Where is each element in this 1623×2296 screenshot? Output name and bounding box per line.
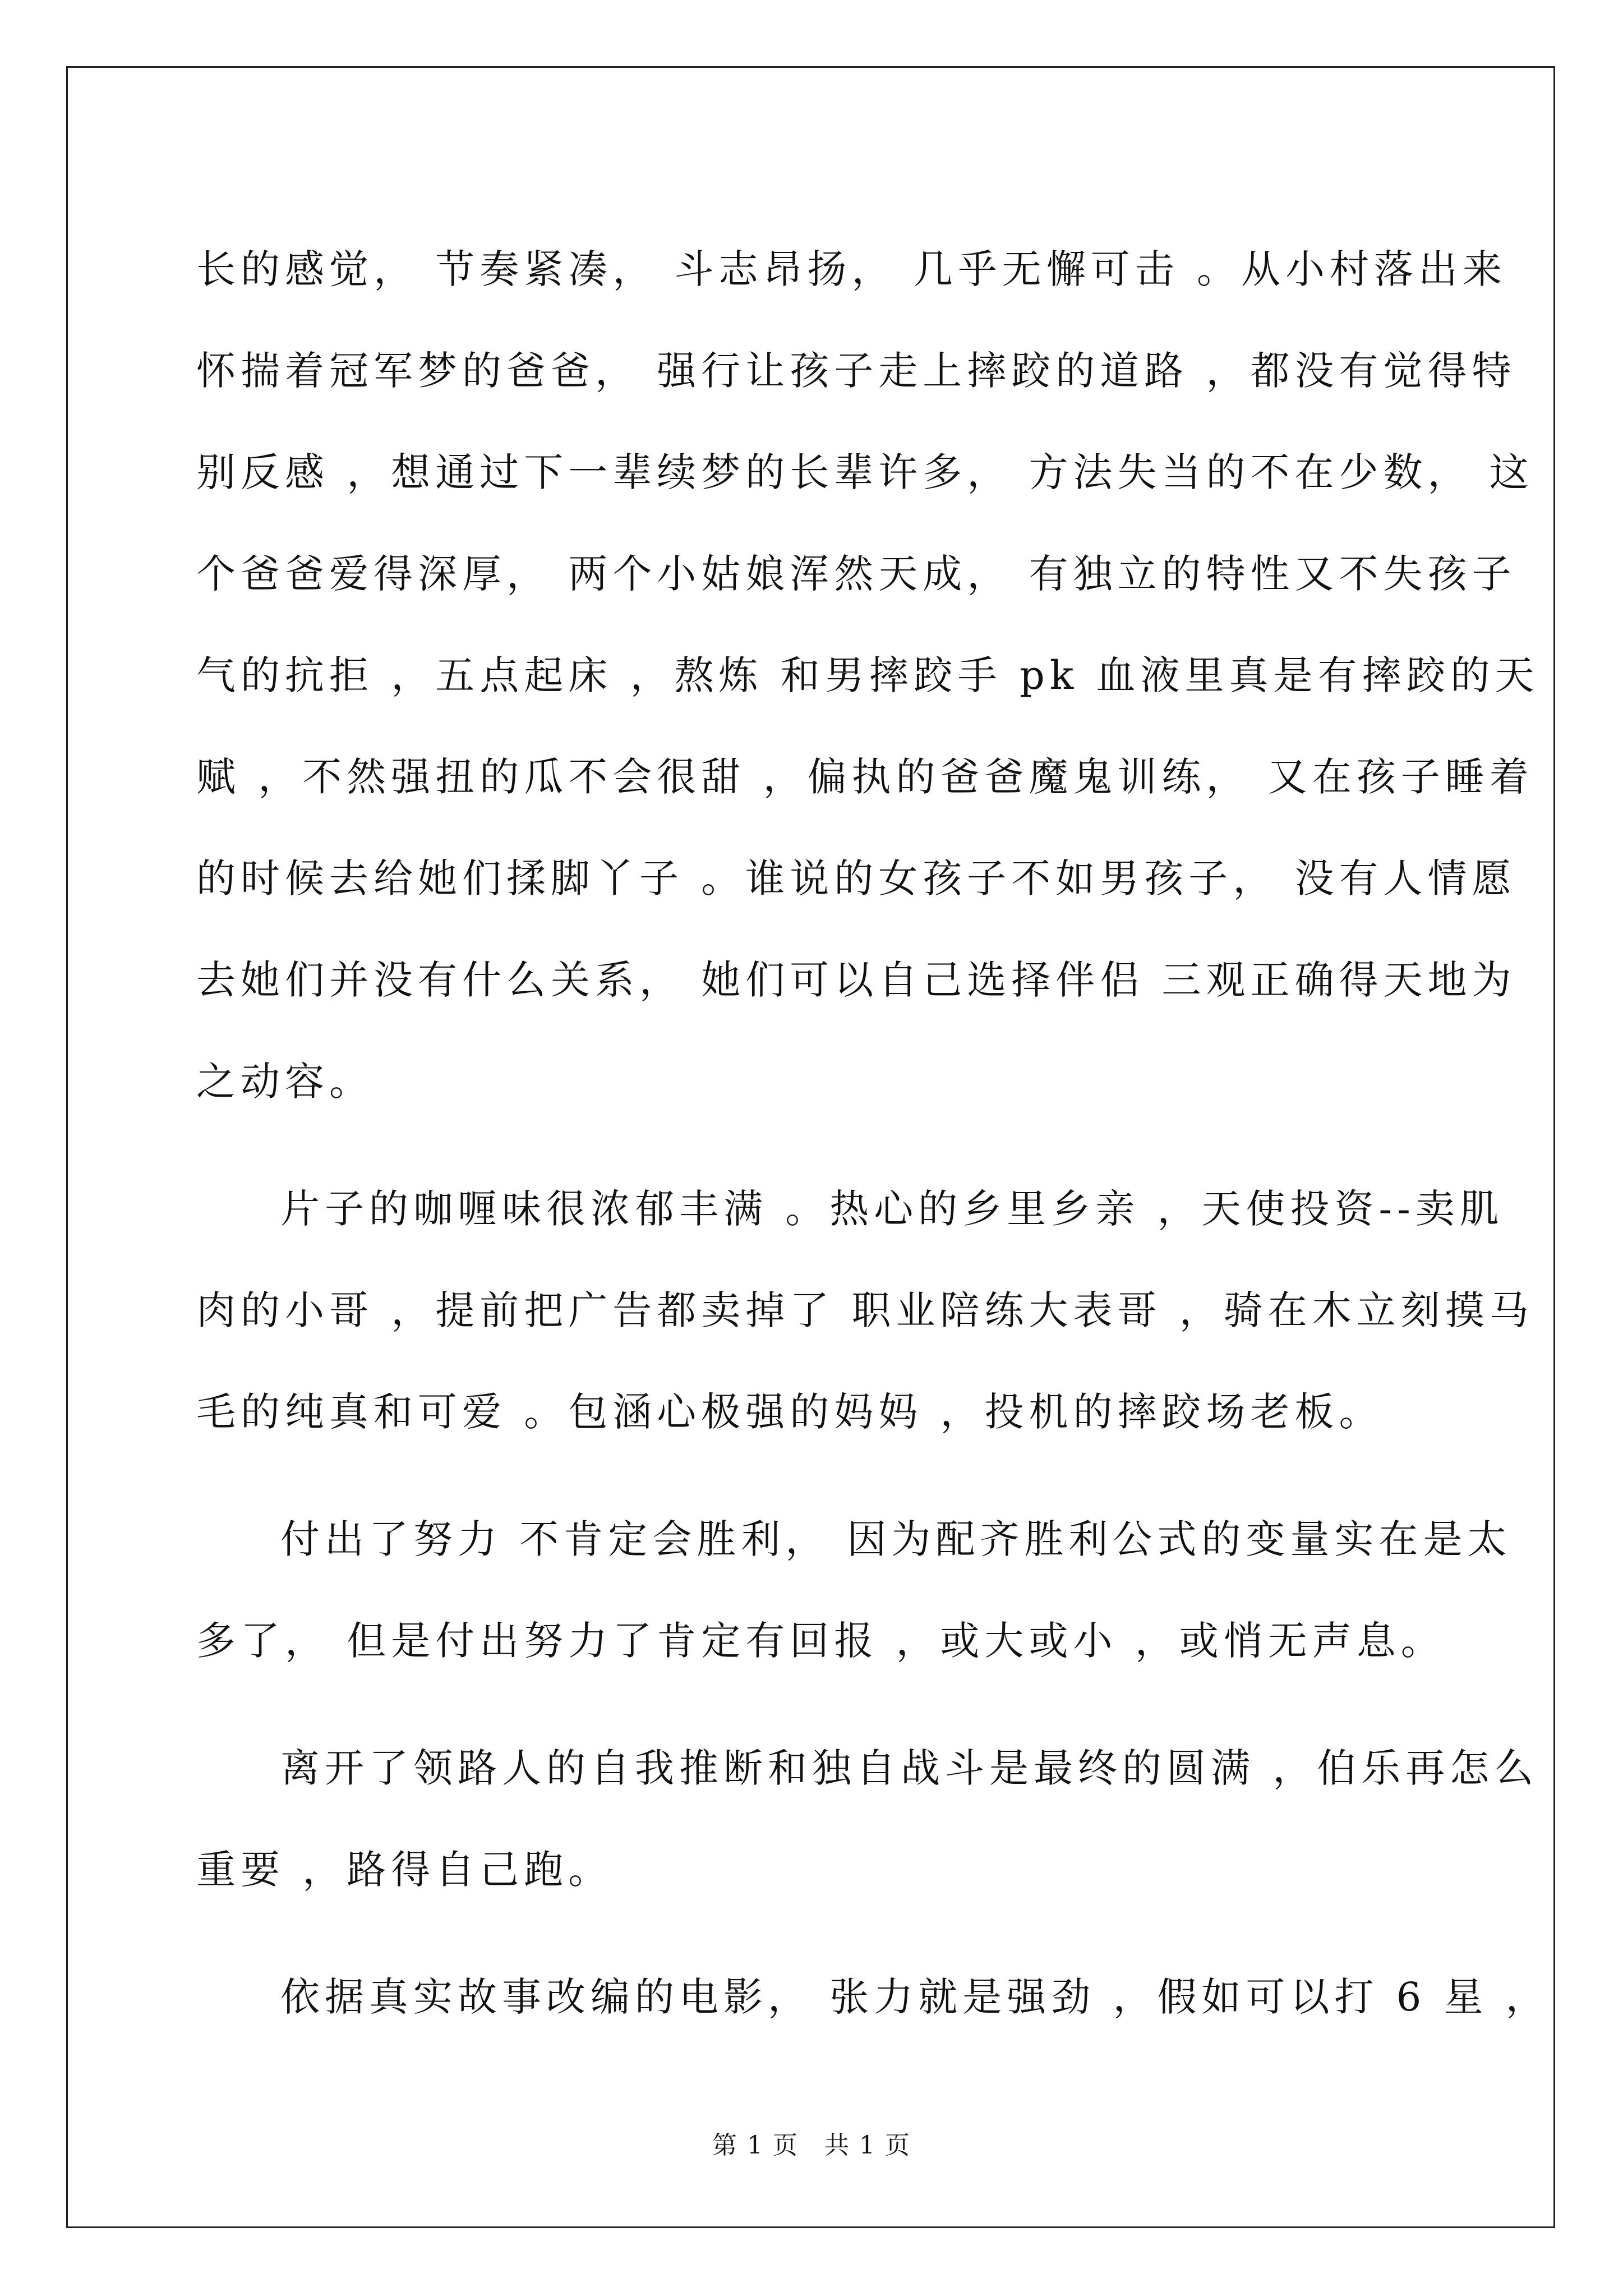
text-line: 离开了领路人的自我推断和独自战斗是最终的圆满 ，伯乐再怎么 xyxy=(280,1745,1539,1791)
text-line: 片子的咖喱味很浓郁丰满 。热心的乡里乡亲 ，天使投资--卖肌 xyxy=(280,1186,1504,1232)
text-line: 个爸爸爱得深厚， 两个小姑娘浑然天成， 有独立的特性又不失孩子 xyxy=(196,551,1516,597)
text-line: 肉的小哥 ，提前把广告都卖掉了 职业陪练大表哥 ，骑在木立刻摸马 xyxy=(196,1287,1534,1333)
text-line: 多了， 但是付出努力了肯定有回报 ，或大或小 ，或悄无声息。 xyxy=(196,1618,1445,1664)
text-line: 别反感 ，想通过下一辈续梦的长辈许多， 方法失当的不在少数， 这 xyxy=(196,449,1534,495)
text-line: 付出了努力 不肯定会胜利， 因为配齐胜利公式的变量实在是太 xyxy=(280,1516,1512,1562)
paragraph-3 xyxy=(196,1489,1512,1692)
paragraph-4 xyxy=(196,1718,1539,1921)
paragraph-spacer xyxy=(196,1133,1441,1158)
text-line: 之动容。 xyxy=(196,1059,374,1105)
text-line: 依据真实故事改编的电影， 张力就是强劲 ，假如可以打 6 星 ， xyxy=(280,1974,1550,2020)
paragraph-5 xyxy=(196,1947,1550,2048)
document-body xyxy=(196,219,1550,2048)
text-line: 毛的纯真和可爱 。包涵心极强的妈妈 ，投机的摔跤场老板。 xyxy=(196,1389,1384,1435)
paragraph-1 xyxy=(196,219,1539,1133)
text-line: 长的感觉， 节奏紧凑， 斗志昂扬， 几乎无懈可击 。从小村落出来 xyxy=(196,246,1507,292)
text-line: 气的抗拒 ，五点起床 ，熬炼 和男摔跤手 pk 血液里真是有摔跤的天 xyxy=(196,652,1539,698)
paragraph-2 xyxy=(196,1158,1534,1463)
paragraph-spacer xyxy=(196,1921,1441,1947)
text-line: 重要 ，路得自己跑。 xyxy=(196,1847,613,1893)
text-line: 赋 ，不然强扭的瓜不会很甜 ，偏执的爸爸魔鬼训练， 又在孩子睡着 xyxy=(196,754,1534,800)
page-number-footer: 第 1 页 共 1 页 xyxy=(712,2131,911,2160)
text-line: 去她们并没有什么关系， 她们可以自己选择伴侣 三观正确得天地为 xyxy=(196,957,1516,1003)
paragraph-spacer xyxy=(196,1463,1441,1489)
text-line: 怀揣着冠军梦的爸爸， 强行让孩子走上摔跤的道路 ，都没有觉得特 xyxy=(196,348,1516,394)
text-line: 的时候去给她们揉脚丫子 。谁说的女孩子不如男孩子， 没有人情愿 xyxy=(196,855,1516,901)
paragraph-spacer xyxy=(196,1692,1441,1718)
